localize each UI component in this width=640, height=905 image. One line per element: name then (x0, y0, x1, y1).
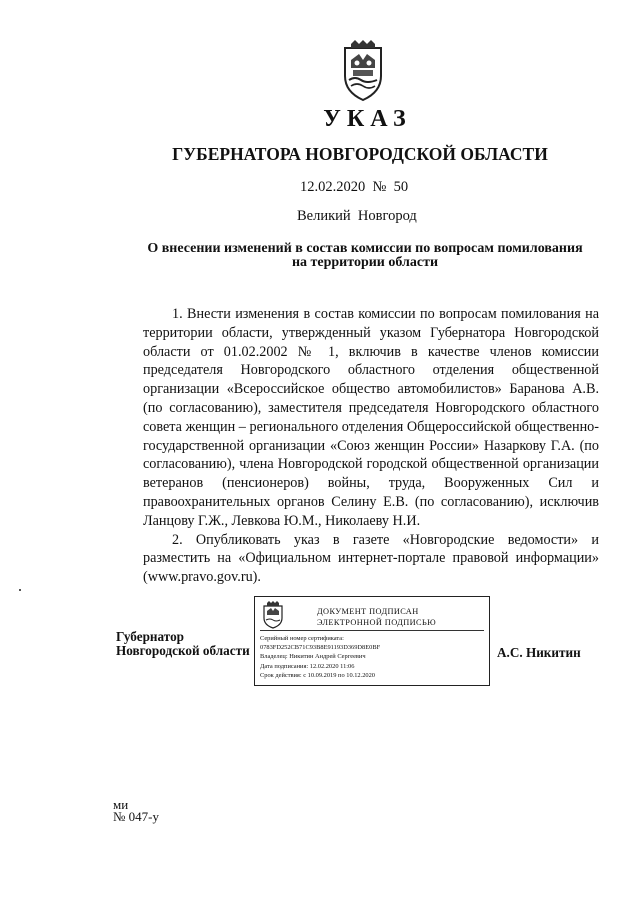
stamp-coat-of-arms-icon (260, 601, 286, 629)
position-line-2: Новгородской области (116, 643, 250, 658)
date-number-line (300, 179, 408, 196)
stamp-heading-2: ЭЛЕКТРОННОЙ ПОДПИСЬЮ (317, 618, 437, 627)
number-sign: № (372, 179, 387, 195)
scan-speck (19, 589, 21, 591)
position-line-1: Губернатор (116, 629, 184, 644)
document-number: 50 (393, 179, 409, 195)
city-name: Великий Новгород (297, 208, 417, 224)
footer-initials: ми (113, 797, 129, 812)
stamp-cert-number: 0783FD252CB71C93B8E91193D369D8E0BF (260, 644, 381, 652)
electronic-signature-stamp (254, 596, 490, 686)
document-date: 12.02.2020 (300, 179, 366, 195)
stamp-owner: Владелец: Никитин Андрей Сергеевич (260, 653, 366, 661)
document-title: УКАЗ (323, 106, 412, 132)
coat-of-arms-icon (335, 40, 391, 102)
footer-reg-number: № 047-у (113, 809, 159, 824)
footer-registration (113, 799, 159, 823)
paragraph-2: 2. Опубликовать указ в газете «Новгородские ведомости» и разместить на «Официальном интернет-портале правовой информации» (www.pravo.gov.ru). (143, 531, 599, 586)
stamp-cert-label: Серийный номер сертификата: (260, 635, 344, 642)
heading-line-1: О внесении изменений в состав комиссии по вопросам помилования (147, 241, 583, 256)
stamp-details (260, 634, 380, 680)
decree-heading (115, 242, 615, 270)
heading-line-2: на территории области (291, 255, 439, 270)
stamp-signed-date: Дата подписания: 12.02.2020 11:06 (260, 662, 355, 670)
stamp-validity: Срок действия: с 10.09.2019 по 10.12.2020 (260, 671, 376, 679)
stamp-heading-1: ДОКУМЕНТ ПОДПИСАН (317, 607, 419, 616)
decree-body (143, 305, 599, 587)
document-subtitle: ГУБЕРНАТОРА НОВГОРОДСКОЙ ОБЛАСТИ (172, 144, 548, 164)
signatory-position (116, 630, 250, 658)
signatory-name: А.С. Никитин (497, 645, 581, 660)
stamp-divider (260, 630, 484, 631)
paragraph-1: 1. Внести изменения в состав комиссии по вопросам помилования на территории области, утвержденный указом Губернатора Новгородской области от 01.02.2002 № 1, включив в качестве членов комиссии председателя Новгородского областного отделения общественной организации «Всероссийское общество автомобилистов» Баранова А.В. (по согласованию), заместителя председателя Новгородского областного совета женщин – регионального отделения Общероссийской общественно-государственной организации «Союз женщин России» Назаркову Г.А. (по согласованию), члена Новгородской городской общественной организации ветеранов (пенсионеров) войны, труда, Вооруженных Сил и правоохранительных органов Селину Е.В. (по согласованию), исключив Ланцову Г.Ж., Левкова Ю.М., Николаеву Н.И. (143, 306, 599, 529)
